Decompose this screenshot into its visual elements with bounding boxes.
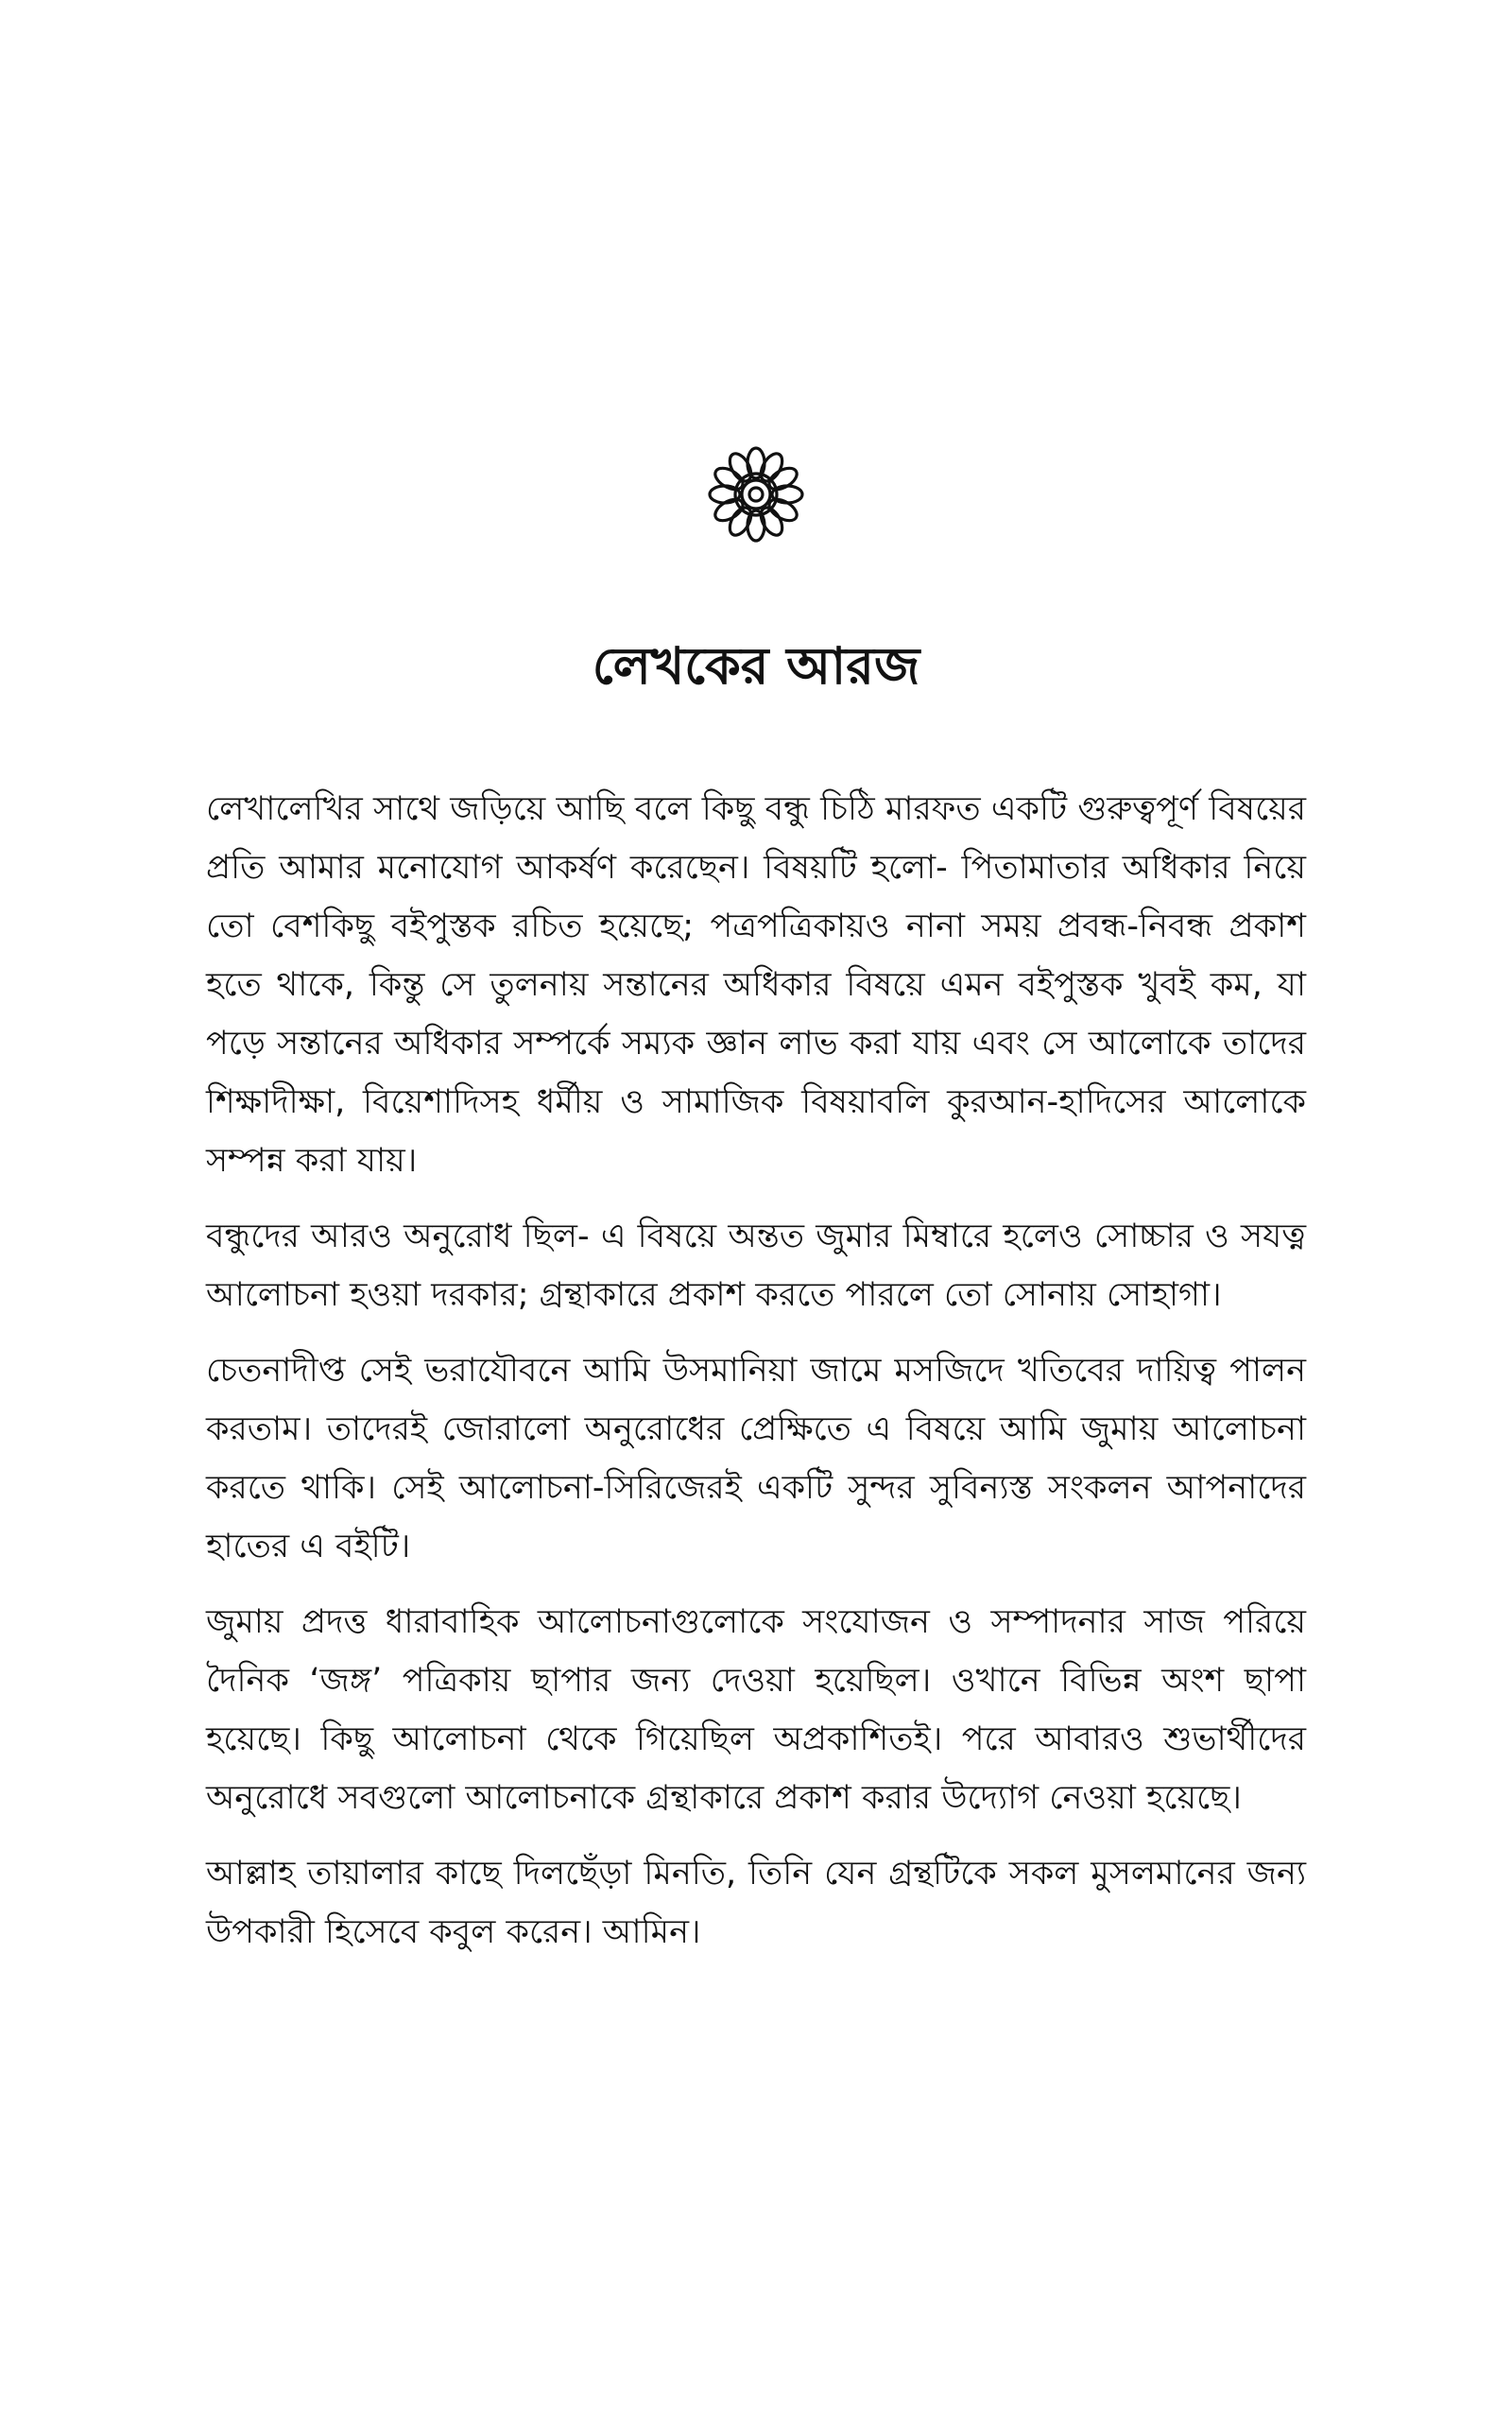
page-title: লেখকের আরজ <box>592 636 920 696</box>
paragraph: বন্ধুদের আরও অনুরোধ ছিল- এ বিষয়ে অন্তত জুমার মিম্বারে হলেও সোচ্চার ও সযত্ন আলোচনা হওয়া দরকার; গ্রন্থাকারে প্রকাশ করতে পারলে তো সোনায় সোহাগা। <box>206 1218 1306 1314</box>
body-text <box>206 780 1306 1979</box>
paragraph: আল্লাহ তায়ালার কাছে দিলছেঁড়া মিনতি, তিনি যেন গ্রন্থটিকে সকল মুসলমানের জন্য উপকারী হিসেবে কবুল করেন। আমিন। <box>206 1855 1306 1951</box>
paragraph: লেখালেখির সাথে জড়িয়ে আছি বলে কিছু বন্ধু চিঠি মারফত একটি গুরুত্বপূর্ণ বিষয়ের প্রতি আমার মনোযোগ আকর্ষণ করেছেন। বিষয়টি হলো- পিতামাতার অধিকার নিয়ে তো বেশকিছু বইপুস্তক রচিত হয়েছে; পত্রপত্রিকায়ও নানা সময় প্রবন্ধ-নিবন্ধ প্রকাশ হতে থাকে, কিন্তু সে তুলনায় সন্তানের অধিকার বিষয়ে এমন বইপুস্তক খুবই কম, যা পড়ে সন্তানের অধিকার সম্পর্কে সম্যক জ্ঞান লাভ করা যায় এবং সে আলোকে তাদের শিক্ষাদীক্ষা, বিয়েশাদিসহ ধর্মীয় ও সামাজিক বিষয়াবলি কুরআন-হাদিসের আলোকে সম্পন্ন করা যায়। <box>206 790 1306 1180</box>
paragraph: চেতনাদীপ্ত সেই ভরাযৌবনে আমি উসমানিয়া জামে মসজিদে খতিবের দায়িত্ব পালন করতাম। তাদেরই জোরালো অনুরোধের প্রেক্ষিতে এ বিষয়ে আমি জুমায় আলোচনা করতে থাকি। সেই আলোচনা-সিরিজেরই একটি সুন্দর সুবিন্যস্ত সংকলন আপনাদের হাতের এ বইটি। <box>206 1352 1306 1565</box>
flower-ornament-icon <box>704 442 808 546</box>
paragraph: জুমায় প্রদত্ত ধারাবাহিক আলোচনাগুলোকে সংযোজন ও সম্পাদনার সাজ পরিয়ে দৈনিক ‘জঙ্গ’ পত্রিকায় ছাপার জন্য দেওয়া হয়েছিল। ওখানে বিভিন্ন অংশ ছাপা হয়েছে। কিছু আলোচনা থেকে গিয়েছিল অপ্রকাশিতই। পরে আবারও শুভার্থীদের অনুরোধে সবগুলো আলোচনাকে গ্রন্থাকারে প্রকাশ করার উদ্যোগ নেওয়া হয়েছে। <box>206 1603 1306 1817</box>
